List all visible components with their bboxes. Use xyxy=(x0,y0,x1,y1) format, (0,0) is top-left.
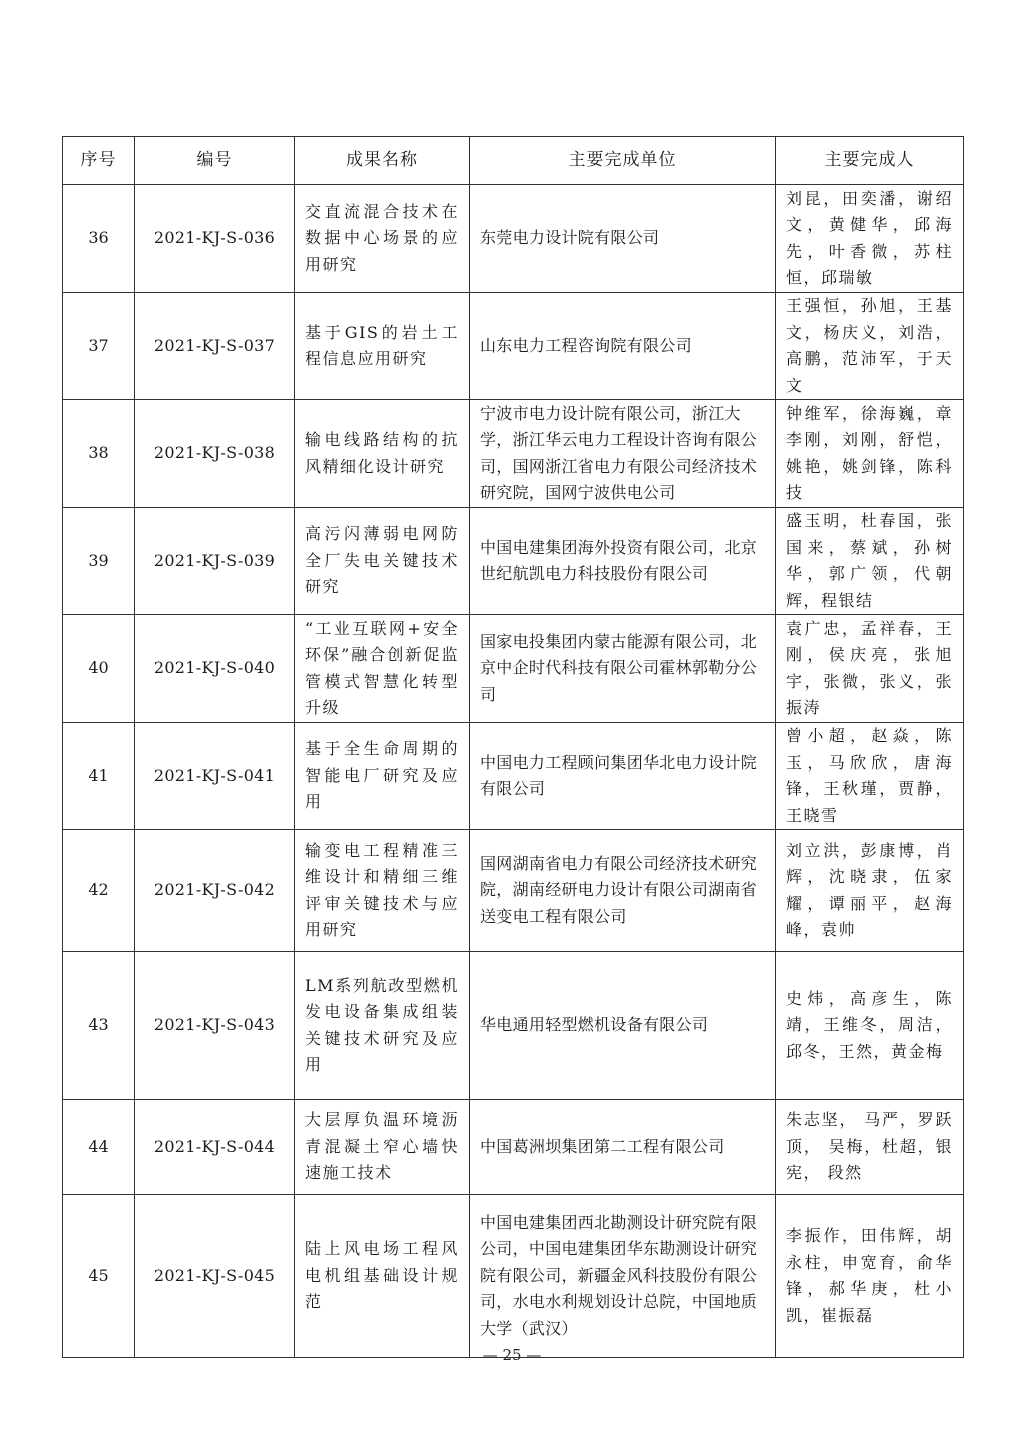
cell-name: 高污闪薄弱电网防全厂失电关键技术研究 xyxy=(295,508,470,615)
cell-name: 输变电工程精准三维设计和精细三维评审关键技术与应用研究 xyxy=(295,830,470,952)
cell-index: 40 xyxy=(63,615,135,723)
cell-units: 华电通用轻型燃机设备有限公司 xyxy=(470,952,776,1100)
cell-units: 中国电力工程顾问集团华北电力设计院有限公司 xyxy=(470,723,776,830)
cell-units: 中国电建集团海外投资有限公司，北京世纪航凯电力科技股份有限公司 xyxy=(470,508,776,615)
table-header xyxy=(63,137,964,185)
cell-index: 44 xyxy=(63,1100,135,1195)
cell-people: 袁广忠，孟祥春，王刚，侯庆亮，张旭宇，张微，张义，张振涛 xyxy=(776,615,964,723)
cell-people: 李振作，田伟辉，胡永柱，申宽育，俞华锋，郝华庚，杜小凯，崔振磊 xyxy=(776,1195,964,1358)
cell-units: 国网湖南省电力有限公司经济技术研究院，湖南经研电力设计有限公司湖南省送变电工程有限公司 xyxy=(470,830,776,952)
cell-units: 东莞电力设计院有限公司 xyxy=(470,185,776,293)
cell-code: 2021-KJ-S-045 xyxy=(135,1195,295,1358)
awards-table xyxy=(62,136,964,1358)
cell-index: 38 xyxy=(63,400,135,508)
table-row xyxy=(63,723,964,830)
cell-units: 国家电投集团内蒙古能源有限公司，北京中企时代科技有限公司霍林郭勒分公司 xyxy=(470,615,776,723)
table-row xyxy=(63,952,964,1100)
cell-index: 45 xyxy=(63,1195,135,1358)
cell-code: 2021-KJ-S-040 xyxy=(135,615,295,723)
header-index: 序号 xyxy=(63,137,135,185)
cell-index: 39 xyxy=(63,508,135,615)
header-people: 主要完成人 xyxy=(776,137,964,185)
cell-index: 37 xyxy=(63,293,135,400)
cell-people: 盛玉明，杜春国，张国来，蔡斌，孙树华，郭广领，代朝辉，程银结 xyxy=(776,508,964,615)
table-row xyxy=(63,293,964,400)
header-units: 主要完成单位 xyxy=(470,137,776,185)
cell-people: 王强恒，孙旭，王基文，杨庆义，刘浩，高鹏，范沛军，于天文 xyxy=(776,293,964,400)
cell-name: 输电线路结构的抗风精细化设计研究 xyxy=(295,400,470,508)
cell-index: 41 xyxy=(63,723,135,830)
table-body xyxy=(63,185,964,1358)
table-row xyxy=(63,615,964,723)
cell-units: 中国葛洲坝集团第二工程有限公司 xyxy=(470,1100,776,1195)
table-row xyxy=(63,1100,964,1195)
cell-code: 2021-KJ-S-044 xyxy=(135,1100,295,1195)
table-row xyxy=(63,508,964,615)
cell-people: 刘立洪，彭康博，肖辉，沈晓隶，伍家耀，谭丽平，赵海峰，袁帅 xyxy=(776,830,964,952)
cell-code: 2021-KJ-S-042 xyxy=(135,830,295,952)
table-row xyxy=(63,400,964,508)
cell-units: 山东电力工程咨询院有限公司 xyxy=(470,293,776,400)
cell-people: 钟维军，徐海巍，章李刚，刘刚，舒恺，姚艳，姚剑锋，陈科技 xyxy=(776,400,964,508)
table-row xyxy=(63,830,964,952)
header-row xyxy=(63,137,964,185)
cell-name: “工业互联网+安全环保”融合创新促监管模式智慧化转型升级 xyxy=(295,615,470,723)
cell-name: 基于GIS的岩土工程信息应用研究 xyxy=(295,293,470,400)
cell-index: 36 xyxy=(63,185,135,293)
cell-index: 42 xyxy=(63,830,135,952)
cell-code: 2021-KJ-S-036 xyxy=(135,185,295,293)
cell-name: 陆上风电场工程风电机组基础设计规范 xyxy=(295,1195,470,1358)
cell-people: 史炜，高彦生，陈靖，王维冬，周洁，邱冬，王然，黄金梅 xyxy=(776,952,964,1100)
cell-units: 中国电建集团西北勘测设计研究院有限公司，中国电建集团华东勘测设计研究院有限公司，新疆金风科技股份有限公司，水电水利规划设计总院，中国地质大学（武汉） xyxy=(470,1195,776,1358)
cell-people: 朱志坚， 马严，罗跃顶， 吴梅，杜超，银宪， 段然 xyxy=(776,1100,964,1195)
header-code: 编号 xyxy=(135,137,295,185)
cell-name: 交直流混合技术在数据中心场景的应用研究 xyxy=(295,185,470,293)
cell-code: 2021-KJ-S-037 xyxy=(135,293,295,400)
table-row xyxy=(63,185,964,293)
cell-code: 2021-KJ-S-038 xyxy=(135,400,295,508)
cell-name: 大层厚负温环境沥青混凝土窄心墙快速施工技术 xyxy=(295,1100,470,1195)
cell-people: 曾小超，赵焱，陈玉，马欣欣，唐海锋，王秋瑾，贾静，王晓雪 xyxy=(776,723,964,830)
cell-people: 刘昆，田奕潘，谢绍文，黄健华，邱海先，叶香微，苏柱恒，邱瑞敏 xyxy=(776,185,964,293)
cell-units: 宁波市电力设计院有限公司，浙江大学，浙江华云电力工程设计咨询有限公司，国网浙江省电力有限公司经济技术研究院，国网宁波供电公司 xyxy=(470,400,776,508)
cell-name: 基于全生命周期的智能电厂研究及应用 xyxy=(295,723,470,830)
cell-code: 2021-KJ-S-041 xyxy=(135,723,295,830)
cell-code: 2021-KJ-S-043 xyxy=(135,952,295,1100)
cell-code: 2021-KJ-S-039 xyxy=(135,508,295,615)
table-row xyxy=(63,1195,964,1358)
header-name: 成果名称 xyxy=(295,137,470,185)
cell-index: 43 xyxy=(63,952,135,1100)
page-number: — 25 — xyxy=(482,1346,542,1364)
cell-name: LM系列航改型燃机发电设备集成组装关键技术研究及应用 xyxy=(295,952,470,1100)
